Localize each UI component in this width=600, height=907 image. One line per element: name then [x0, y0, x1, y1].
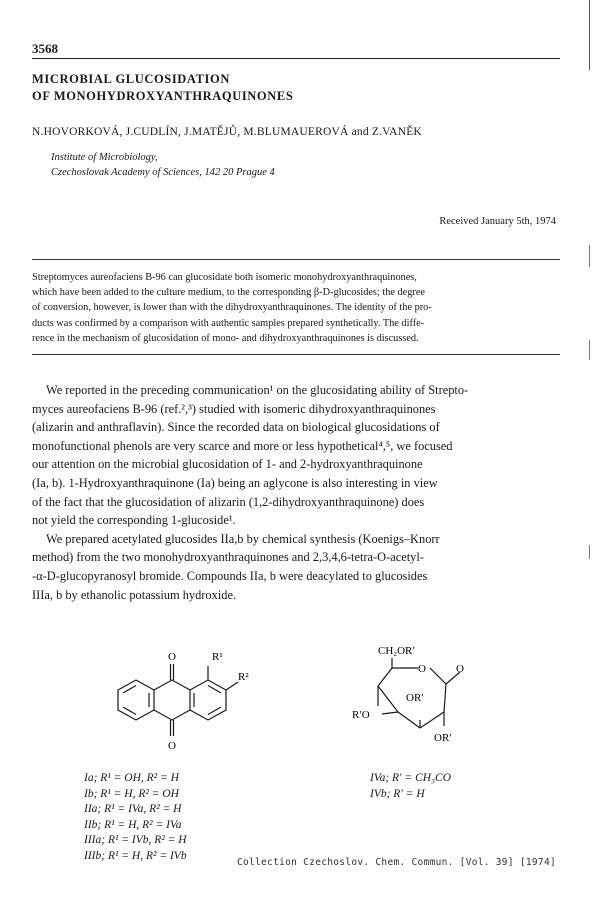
compound-legend-right [370, 771, 451, 802]
legend-entry: Ib; R¹ = H, R² = OH [84, 787, 179, 800]
legend-entry: IIIa; R¹ = IVb, R² = H [84, 834, 187, 846]
carbonyl-oxygen-label: O [168, 651, 176, 663]
legend-entry: IIIb; R¹ = H, R² = IVb [84, 849, 187, 862]
body-line: (alizarin and anthraflavin). Since the recorded data on biological glucosidations of [32, 420, 440, 435]
body-line: IIIa, b by ethanolic potassium hydroxide. [32, 587, 237, 602]
carbonyl-oxygen-label: O [168, 740, 176, 752]
body-line: not yield the corresponding 1-glucoside¹. [32, 513, 236, 528]
body-line: (Ia, b). 1-Hydroxyanthraquinone (Ia) being an aglycone is also interesting in view [32, 475, 438, 490]
abstract-line: which have been added to the culture medium, to the corresponding β-D-glucosides; the degree [32, 287, 425, 299]
legend-entry: IVb; R′ = H [370, 787, 425, 800]
author-list: N.HOVORKOVÁ, J.CUDLÍN, J.MATĚJŮ, M.BLUMAUEROVÁ and Z.VANĚK [32, 126, 422, 138]
scan-edge-mark [589, 245, 590, 267]
title-line: OF MONOHYDROXYANTHRAQUINONES [32, 89, 294, 103]
anthraquinone-structure [80, 642, 270, 767]
received-date: Received January 5th, 1974 [439, 216, 556, 227]
r1-label: R¹ [212, 651, 223, 663]
abstract-top-rule [32, 259, 560, 260]
body-line: of the fact that the glucosidation of alizarin (1,2-dihydroxyanthraquinone) does [32, 494, 425, 509]
ch2or-label: CH₂OR′ [378, 645, 415, 657]
header-rule [32, 58, 560, 59]
body-line: our attention on the microbial glucosidation of 1- and 2-hydroxyanthraquinone [32, 457, 423, 472]
scan-edge-mark [589, 340, 590, 360]
journal-footer: Collection Czechoslov. Chem. Commun. [Vol. 39] [1974] [236, 857, 556, 868]
or-mid-label: OR′ [406, 692, 424, 704]
legend-entry: Ia; R¹ = OH, R² = H [84, 772, 179, 784]
abstract-line: ducts was confirmed by a comparison with authentic samples prepared synthetically. The diffe- [32, 317, 425, 329]
abstract-line: Streptomyces aureofaciens B-96 can glucosidate both isomeric monohydroxyanthraquinones, [32, 272, 417, 283]
body-line: monofunctional phenols are very scarce and more or less hypothetical⁴,⁵, we focused [32, 438, 453, 453]
legend-entry: IIa; R¹ = IVa, R² = H [84, 803, 182, 815]
body-line: myces aureofaciens B-96 (ref.²,³) studied with isomeric dihydroxyanthraquinones [32, 401, 436, 416]
abstract [32, 270, 560, 346]
scan-edge-line [589, 0, 590, 70]
body-line: -α-D-glucopyranosyl bromide. Compounds IIa, b were deacylated to glucosides [32, 568, 428, 583]
abstract-line: of conversion, however, is lower than with the dihydroxyanthraquinones. The identity of the pro- [32, 302, 432, 314]
r2-label: R² [238, 671, 249, 683]
body-line: We reported in the preceding communication¹ on the glucosidating ability of Strepto- [46, 383, 469, 397]
or-bottom-label: OR′ [434, 732, 452, 744]
legend-entry: IIb; R¹ = H, R² = IVa [84, 818, 182, 831]
ring-oxygen-label: O [418, 663, 426, 675]
body-text [32, 381, 560, 604]
body-line: method) from the two monohydroxyanthraquinones and 2,3,4,6-tetra-O-acetyl- [32, 550, 424, 565]
abstract-bottom-rule [32, 354, 560, 355]
compound-legend-left [84, 771, 187, 864]
ro-left-label: R′O [352, 709, 370, 721]
scan-edge-mark [589, 545, 590, 559]
glycosidic-oxygen-label: O [456, 663, 464, 675]
affiliation-line: Institute of Microbiology, [51, 152, 158, 163]
glucopyranosyl-structure [338, 638, 488, 768]
affiliation-line: Czechoslovak Academy of Sciences, 142 20 Prague 4 [51, 167, 275, 178]
body-line: We prepared acetylated glucosides IIa,b by chemical synthesis (Koenigs–Knorr [46, 531, 440, 546]
title-line: MICROBIAL GLUCOSIDATION [32, 72, 230, 86]
legend-entry: IVa; R′ = CH₃CO [370, 772, 452, 784]
affiliation [51, 150, 275, 180]
page-number: 3568 [32, 41, 58, 56]
abstract-line: rence in the mechanism of glucosidation of mono- and dihydroxyanthraquinones is discussed. [32, 332, 419, 344]
article-title [32, 71, 293, 105]
